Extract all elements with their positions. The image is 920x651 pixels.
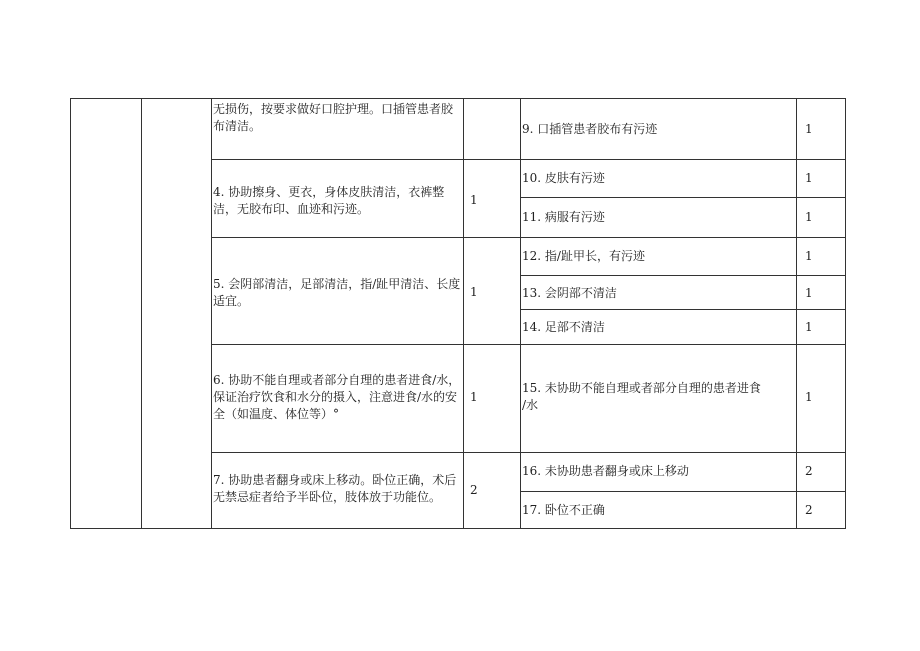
score-value: 1: [470, 285, 478, 299]
column-divider: [796, 98, 797, 529]
standard-text: 7. 协助患者翻身或床上移动。卧位正确，术后 无禁忌症者给予半卧位，肢体放于功能位。: [213, 473, 457, 504]
sub-row-divider: [520, 275, 846, 276]
deduction-item: 11. 病服有污迹: [522, 210, 605, 224]
row-divider: [211, 452, 846, 453]
deduction-points: 2: [805, 464, 813, 478]
sub-row-divider: [520, 491, 846, 492]
deduction-points: 1: [805, 210, 813, 224]
deduction-item: 13. 会阴部不清洁: [522, 286, 617, 300]
score-value: 1: [470, 390, 478, 404]
deduction-points: 2: [805, 503, 813, 517]
deduction-item: 12. 指/趾甲长，有污迹: [522, 249, 645, 263]
deduction-points: 1: [805, 122, 813, 136]
score-value: 2: [470, 483, 478, 497]
column-divider: [141, 98, 142, 529]
table-border-top: [70, 98, 846, 99]
deduction-points: 1: [805, 390, 813, 404]
standard-text: 6. 协助不能自理或者部分自理的患者进食/水， 保证治疗饮食和水分的摄入，注意进食/水的安 全（如温度、体位等）°: [213, 373, 461, 421]
deduction-item: 17. 卧位不正确: [522, 503, 605, 517]
standard-text: 5. 会阴部清洁，足部清洁，指/趾甲清洁、长度 适宜。: [213, 277, 461, 308]
deduction-item: 15. 未协助不能自理或者部分自理的患者进食 /水: [522, 381, 761, 412]
row-divider: [211, 344, 846, 345]
table-border-left: [70, 98, 71, 529]
deduction-item: 14. 足部不清洁: [522, 320, 605, 334]
deduction-item: 16. 未协助患者翻身或床上移动: [522, 464, 689, 478]
sub-row-divider: [520, 197, 846, 198]
deduction-points: 1: [805, 171, 813, 185]
score-value: 1: [470, 193, 478, 207]
column-divider: [211, 98, 212, 529]
deduction-points: 1: [805, 249, 813, 263]
row-divider: [211, 237, 846, 238]
deduction-points: 1: [805, 286, 813, 300]
column-divider: [520, 98, 521, 529]
deduction-item: 9. 口插管患者胶布有污迹: [522, 122, 658, 136]
sub-row-divider: [520, 309, 846, 310]
deduction-item: 10. 皮肤有污迹: [522, 171, 605, 185]
standard-text: 无损伤，按要求做好口腔护理。口插管患者胶 布清洁。: [213, 102, 454, 133]
column-divider: [463, 98, 464, 529]
row-divider: [211, 159, 846, 160]
deduction-points: 1: [805, 320, 813, 334]
table-border-right: [845, 98, 846, 529]
table-border-bottom: [70, 528, 846, 529]
standard-text: 4. 协助擦身、更衣，身体皮肤清洁，衣裤整 洁，无胶布印、血迹和污迹。: [213, 185, 445, 216]
